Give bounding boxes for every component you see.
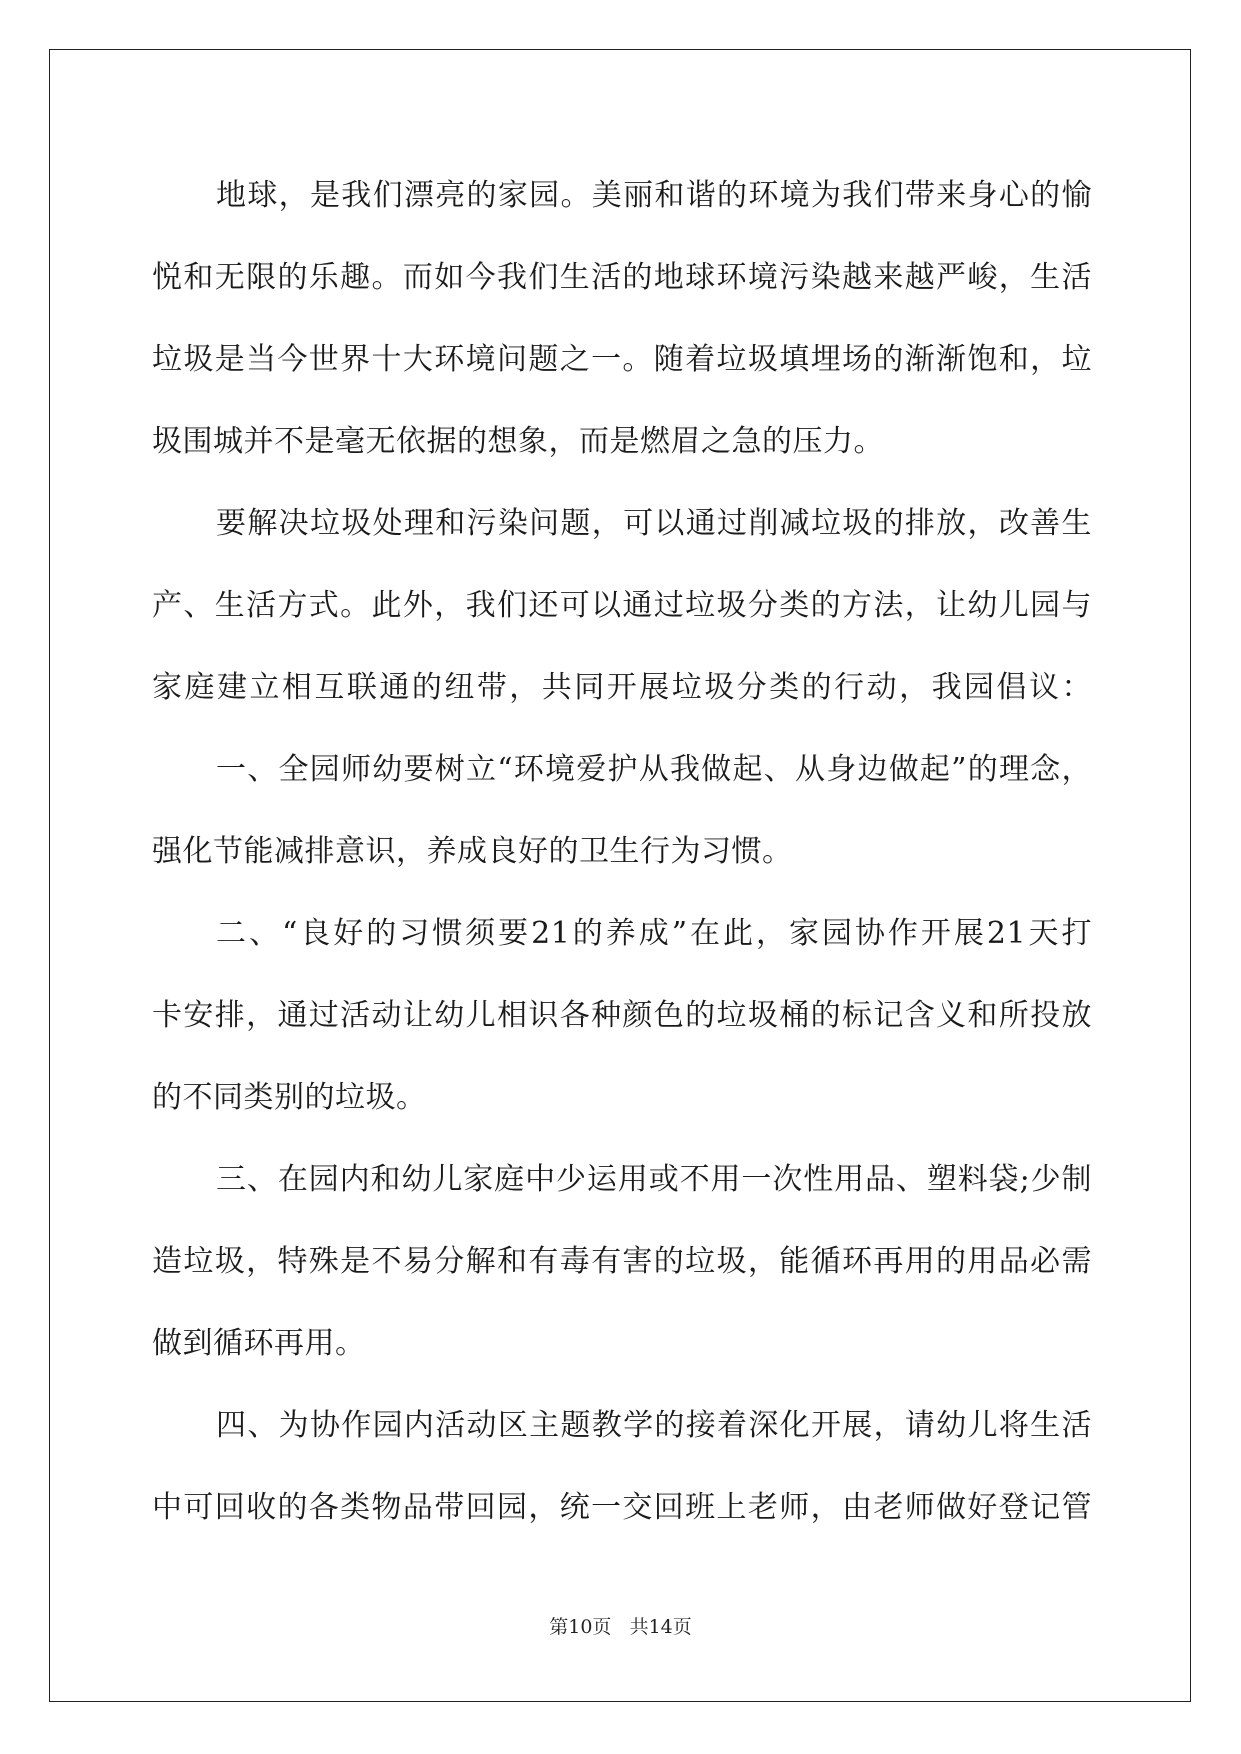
text-line: 强化节能减排意识，养成良好的卫生行为习惯。 [152, 834, 793, 869]
text-line: 产、生活方式。此外，我们还可以通过垃圾分类的方法，让幼儿园与 [152, 588, 1092, 623]
page-footer [0, 1612, 1241, 1639]
text-line: 家庭建立相互联通的纽带，共同开展垃圾分类的行动，我园倡议： [152, 670, 1092, 705]
text-line: 二、“良好的习惯须要21的养成”在此，家园协作开展21天打 [216, 916, 1092, 951]
text-line: 的不同类别的垃圾。 [152, 1080, 427, 1115]
text-line: 中可回收的各类物品带回园，统一交回班上老师，由老师做好登记管 [152, 1490, 1092, 1525]
text-line: 垃圾是当今世界十大环境问题之一。随着垃圾填埋场的渐渐饱和，垃 [152, 342, 1092, 377]
page-total: 共14页 [629, 1616, 692, 1638]
page-number: 第10页 [549, 1616, 612, 1638]
text-line: 地球，是我们漂亮的家园。美丽和谐的环境为我们带来身心的愉 [216, 178, 1092, 213]
text-line: 三、在园内和幼儿家庭中少运用或不用一次性用品、塑料袋;少制 [216, 1162, 1092, 1197]
text-line: 做到循环再用。 [152, 1326, 366, 1361]
text-line: 四、为协作园内活动区主题教学的接着深化开展，请幼儿将生活 [216, 1408, 1092, 1443]
document-body [152, 155, 1092, 1549]
text-line: 悦和无限的乐趣。而如今我们生活的地球环境污染越来越严峻，生活 [152, 260, 1092, 295]
text-line: 圾围城并不是毫无依据的想象，而是燃眉之急的压力。 [152, 424, 884, 459]
text-line: 造垃圾，特殊是不易分解和有毒有害的垃圾，能循环再用的用品必需 [152, 1244, 1092, 1279]
text-line: 要解决垃圾处理和污染问题，可以通过削减垃圾的排放，改善生 [216, 506, 1092, 541]
text-line: 一、全园师幼要树立“环境爱护从我做起、从身边做起”的理念， [216, 752, 1092, 787]
text-line: 卡安排，通过活动让幼儿相识各种颜色的垃圾桶的标记含义和所投放 [152, 998, 1092, 1033]
